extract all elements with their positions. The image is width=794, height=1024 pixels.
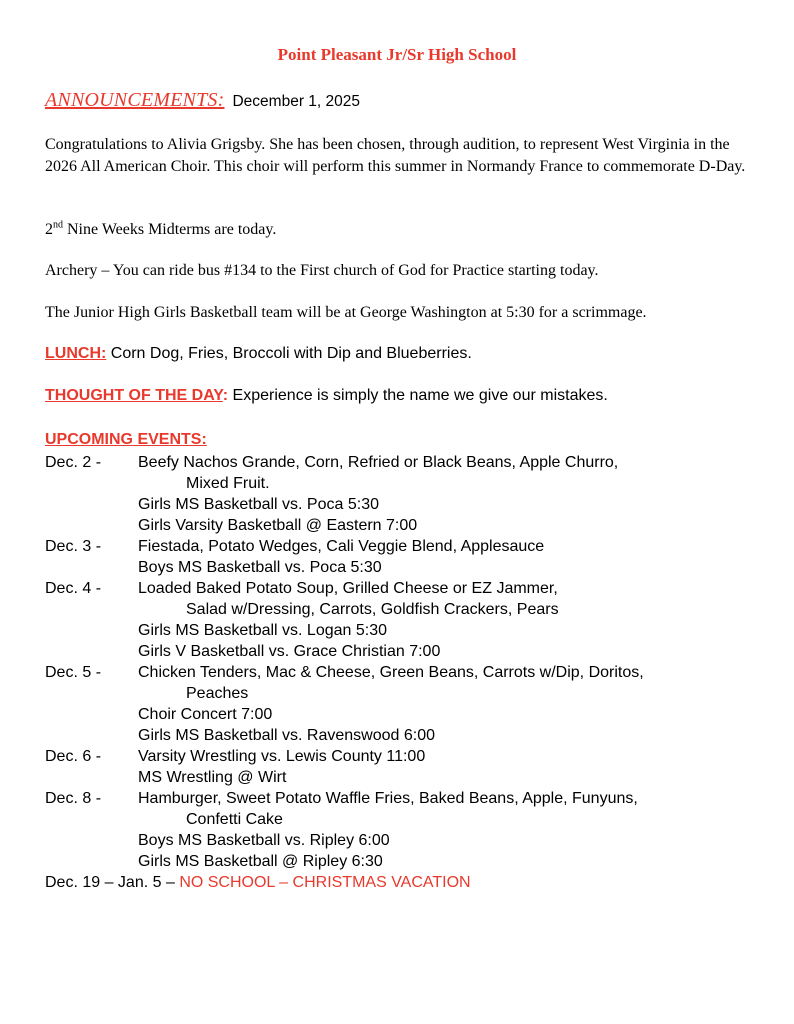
event-line: Beefy Nachos Grande, Corn, Refried or Black Beans, Apple Churro, [138, 454, 619, 471]
event-date: Dec. 2 - [45, 454, 102, 471]
event-line: Chicken Tenders, Mac & Cheese, Green Beans, Carrots w/Dip, Doritos, [138, 664, 644, 681]
event-group [45, 662, 765, 746]
event-group [45, 452, 765, 536]
vacation-line [45, 872, 765, 893]
vacation-dates: Dec. 19 – Jan. 5 – [45, 874, 180, 891]
event-line: Girls Varsity Basketball @ Eastern 7:00 [138, 517, 418, 534]
event-line: Salad w/Dressing, Carrots, Goldfish Crackers, Pears [186, 601, 559, 618]
midterms-text: Nine Weeks Midterms are today. [63, 221, 277, 238]
thought-label: THOUGHT OF THE DAY [45, 387, 223, 404]
event-date: Dec. 8 - [45, 790, 102, 807]
lunch-line [45, 344, 765, 364]
midterms-ordinal-suffix: nd [53, 219, 63, 231]
event-line: Loaded Baked Potato Soup, Grilled Cheese or EZ Jammer, [138, 580, 558, 597]
event-line: MS Wrestling @ Wirt [138, 769, 287, 786]
event-group [45, 746, 765, 788]
event-line: Varsity Wrestling vs. Lewis County 11:00 [138, 748, 426, 765]
announcement-date: December 1, 2025 [232, 93, 361, 110]
school-title: Point Pleasant Jr/Sr High School [277, 45, 517, 64]
event-line: Choir Concert 7:00 [138, 706, 273, 723]
event-date: Dec. 6 - [45, 748, 102, 765]
event-group [45, 578, 765, 662]
event-group [45, 788, 765, 872]
event-line: Girls MS Basketball vs. Ravenswood 6:00 [138, 727, 436, 744]
archery-announcement: Archery – You can ride bus #134 to the First church of God for Practice starting today. [45, 262, 599, 279]
midterms-ordinal: 2 [45, 221, 53, 238]
vacation-notice: NO SCHOOL – CHRISTMAS VACATION [179, 874, 471, 891]
announcements-header [45, 89, 360, 112]
thought-text: Experience is simply the name we give our mistakes. [228, 387, 608, 404]
midterms-announcement [45, 219, 760, 241]
basketball-announcement: The Junior High Girls Basketball team will be at George Washington at 5:30 for a scrimmage. [45, 304, 647, 321]
event-line: Girls MS Basketball vs. Logan 5:30 [138, 622, 388, 639]
event-line: Confetti Cake [186, 811, 283, 828]
lunch-text: Corn Dog, Fries, Broccoli with Dip and Blueberries. [106, 345, 472, 362]
thought-line [45, 386, 765, 406]
event-line: Fiestada, Potato Wedges, Cali Veggie Blend, Applesauce [138, 538, 545, 555]
event-line: Mixed Fruit. [186, 475, 270, 492]
event-line: Peaches [186, 685, 249, 702]
thought-colon: : [222, 387, 229, 404]
event-date: Dec. 4 - [45, 580, 102, 597]
choir-announcement: Congratulations to Alivia Grigsby. She has been chosen, through audition, to represent West Virginia in the 2026 All American Choir. This choir will perform this summer in Normandy France to commemorate D-Day. [45, 136, 746, 175]
event-line: Girls V Basketball vs. Grace Christian 7:00 [138, 643, 441, 660]
upcoming-events-label: UPCOMING EVENTS: [45, 431, 207, 448]
event-line: Boys MS Basketball vs. Poca 5:30 [138, 559, 382, 576]
event-date: Dec. 3 - [45, 538, 102, 555]
announcements-label: ANNOUNCEMENTS: [45, 89, 225, 111]
events-list [45, 452, 765, 893]
event-line: Girls MS Basketball @ Ripley 6:30 [138, 853, 383, 870]
event-line: Hamburger, Sweet Potato Waffle Fries, Baked Beans, Apple, Funyuns, [138, 790, 638, 807]
event-date: Dec. 5 - [45, 664, 102, 681]
event-line: Girls MS Basketball vs. Poca 5:30 [138, 496, 379, 513]
event-line: Boys MS Basketball vs. Ripley 6:00 [138, 832, 390, 849]
event-group [45, 536, 765, 578]
lunch-label: LUNCH: [45, 345, 107, 362]
